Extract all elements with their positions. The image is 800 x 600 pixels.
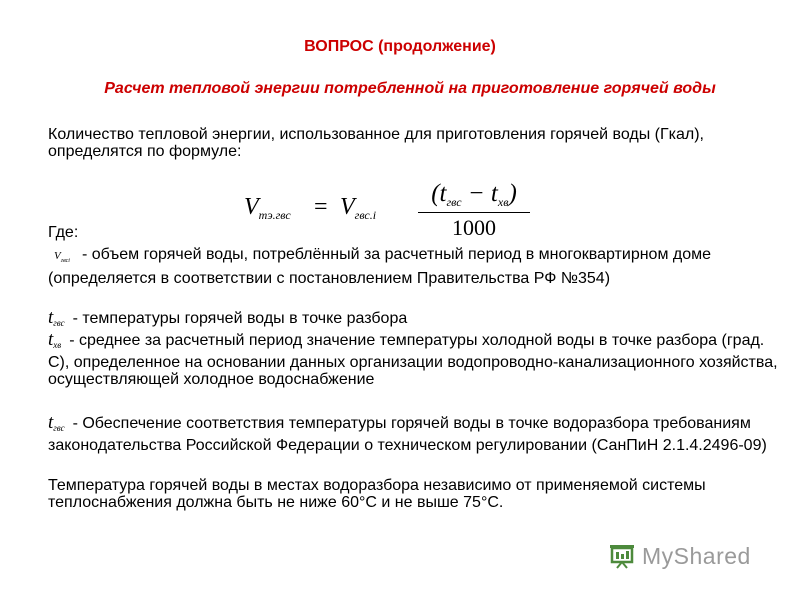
definition-text: - объем горячей воды, потреблённый за расчетный период в многоквартирном доме (определяется в соответствии с постановлением Правительства РФ №354) xyxy=(48,246,712,287)
intro-paragraph: Количество тепловой энергии, использованное для приготовления горячей воды (Гкал), определятся по формуле: xyxy=(48,126,704,160)
formula-numerator: $(t_{гвс} - t_{хв})$ xyxy=(431,180,517,209)
logo-text: MyShared xyxy=(642,543,751,569)
definition-text: - Обеспечение соответствия температуры горячей воды в точке водоразбора требованиям законодательства Российской Федерации о техническом регулировании (СанПиН 2.1.4.2496-09) xyxy=(48,415,767,454)
definition-symbol: $t_{гвс}$ xyxy=(48,412,65,433)
formula-volume: $V_{гвс.i}$ xyxy=(340,194,377,222)
definition-symbol: $t_{гвс}$ xyxy=(48,307,65,328)
formula-denominator: 1000 xyxy=(452,215,496,240)
definition-symbol: $V_{гвсi}$ xyxy=(54,250,70,264)
where-label: Где: xyxy=(48,224,79,241)
definition-item xyxy=(48,414,778,454)
formula-equals: = xyxy=(314,194,328,220)
projector-screen-icon xyxy=(608,543,636,569)
definition-item xyxy=(48,331,778,388)
definition-symbol: $t_{хв}$ xyxy=(48,329,62,350)
definition-item xyxy=(48,309,778,332)
definition-text: - среднее за расчетный период значение температуры холодной воды в точке разбора (град. С), определенное на основании данных организации водопроводно-канализационного хозяйства, осуществляющей холодное водоснабжение xyxy=(48,332,778,388)
conclusion-paragraph: Температура горячей воды в местах водоразбора независимо от применяемой системы теплоснабжения должна быть не ниже 60°С и не выше 75°С. xyxy=(48,477,706,511)
slide-subtitle: Расчет тепловой энергии потребленной на приготовление горячей воды xyxy=(104,80,716,97)
slide-title: ВОПРОС (продолжение) xyxy=(304,38,496,55)
definition-item xyxy=(48,246,778,287)
formula-lhs: $V_{тэ.гвс}$ xyxy=(244,194,291,222)
myshared-logo[interactable] xyxy=(608,541,778,571)
definition-text: - температуры горячей воды в точке разбора xyxy=(72,310,408,327)
fraction-bar xyxy=(418,212,530,213)
